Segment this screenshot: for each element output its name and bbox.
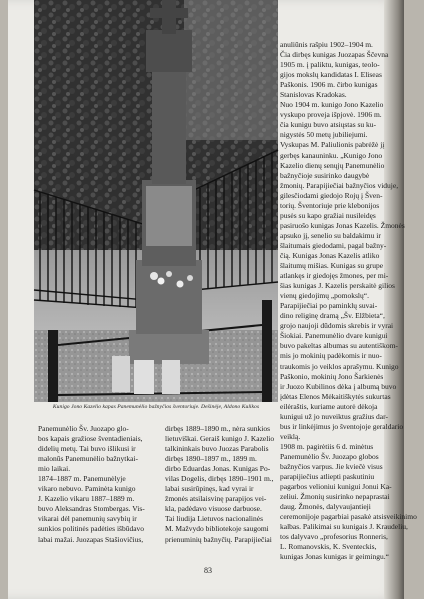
page-number: 83 xyxy=(204,566,212,575)
text-line: bažnyčioje susirinko daugybė xyxy=(280,170,370,180)
text-line: bos kapais gražiose šventadieniais, xyxy=(38,434,143,444)
text-line: 1905 m. į paliktu, kunigas, teolo- xyxy=(280,60,380,70)
text-line: veiklą. xyxy=(280,431,301,441)
text-line: zeliui. Žmonių susirinko nepaprastai xyxy=(280,492,390,502)
text-line: eilėraštis, kuriame autorė dėkoja xyxy=(280,401,378,411)
text-line: čią. Kunigas Jonas Kazelis atliko xyxy=(280,250,380,260)
text-line: didelių metų. Tai buvo išlikusi ir xyxy=(38,444,136,454)
text-line: buvo pakeltas albumas su autentiškom- xyxy=(280,341,398,351)
text-line: ceremonijoje pagarbiai pasakė atsisveikinimo xyxy=(280,512,417,522)
text-line: talkininkais buvo Juozas Parabolis xyxy=(165,444,269,454)
text-line: sunkios politinės padėties išbūdavo xyxy=(38,524,145,534)
text-line: labai mažai. Juozapas Stašiovičius, xyxy=(38,534,144,544)
text-line: lietuviškai. Geraiš kunigo J. Kazelio xyxy=(165,434,275,444)
text-line: buvo Aleksandras Stombergas. Vis- xyxy=(38,504,145,514)
text-line: J. Kazelio vikaru 1887–1889 m. xyxy=(38,494,135,504)
text-line: šlaitumais giedodami, pagal bažny- xyxy=(280,240,387,250)
text-line: Kazelio dienų senųjų Panemunėlio xyxy=(280,160,385,170)
text-line: vyskupo proveja išpjovė. 1906 m. xyxy=(280,110,382,120)
text-line: Stanislovas Kradokas. xyxy=(280,90,347,100)
text-line: malonūs Panemunėlio bažnytkai- xyxy=(38,454,138,464)
text-line: M. Mažvydo bibliotekoje saugomi xyxy=(165,524,269,534)
text-line: Panemunėlio Šv. Juozapo globos xyxy=(280,451,379,461)
photo-caption: Kunigo Jono Kazelio kapas Panemunėlio bažnyčios šventoriuje. Dešinėje, Aldono Kulikos xyxy=(52,404,260,410)
text-line: pusės su kapo gražiai nusileidęs xyxy=(280,210,376,220)
text-line: vienų giedojimų „pomokslų“. xyxy=(280,291,369,301)
text-line: pagarbos velioniui kunigui Jonui Ka- xyxy=(280,482,392,492)
text-line: grojo naujoji dūdomis skrebis ir vyrai xyxy=(280,321,394,331)
text-line: žmonės atsilaisvinę parapijos vei- xyxy=(165,494,267,504)
text-line: mio laikai. xyxy=(38,464,71,474)
text-line: vikarai dėl panemunių savybių ir xyxy=(38,514,137,524)
right-text-column xyxy=(280,40,417,562)
grave-photo xyxy=(34,0,278,402)
text-line: dirbęs 1889–1890 m., nėra sunkios xyxy=(165,424,270,433)
text-line: atlankęs ir giedojęs žmones, per mi- xyxy=(280,271,389,281)
text-line: kunigas Jonas kunigas ir geimingu.“ xyxy=(280,552,389,562)
bottom-middle-text-column xyxy=(165,424,279,545)
text-line: kunigui už jo nuveiktus gražius dar- xyxy=(280,411,388,421)
text-line: ir Juozo Kubilinos dėka į albumą buvo xyxy=(280,381,397,391)
text-line: gijos mokslų kandidatas I. Eliseas xyxy=(280,70,382,80)
text-line: gerbęs kanauninku. „Kunigo Jono xyxy=(280,150,383,160)
text-line: įdėtas Elenos Mėkaitiškytės sukurtas xyxy=(280,391,391,401)
text-line: bažnyčios varpus. Jie kviečė visus xyxy=(280,461,383,471)
text-line: čia kunigu buvo atsiųstas su ku- xyxy=(280,120,377,130)
text-line: torių. Šventoriuje prie klebonijos xyxy=(280,200,380,210)
text-line: kalbas. Palikimai su kunigais J. Kraudeliu, xyxy=(280,522,408,532)
text-line: L. Romanovskis, K. Sventeckis, xyxy=(280,542,377,552)
text-line: Šiokiai. Panemunėlio dvare kunigui xyxy=(280,331,388,341)
text-line: pasiruošo kunigas Jonas Kazelis. Žmonės xyxy=(280,220,405,230)
text-line: Nuo 1904 m. kunigo Jono Kazelio xyxy=(280,100,384,110)
text-line: parapijiečius atliepti paskutiniu xyxy=(280,472,375,482)
text-line: Vyskupas M. Paliulionis pabrėžė jį xyxy=(280,140,385,150)
text-line: vilas Dogelis, dirbęs 1890–1901 m., xyxy=(165,474,274,484)
text-line: gilesčiodami giedojo Rojų į Šven- xyxy=(280,190,383,200)
text-line: Panemunėlio Šv. Juozapo glo- xyxy=(38,424,129,433)
text-line: dino religinę dramą „Šv. Elžbieta“, xyxy=(280,311,385,321)
text-line: 1908 m. pagirėtiis 6 d. minėtus xyxy=(280,441,374,451)
text-line: mis jo mokinių padėkomis ir nuo- xyxy=(280,351,382,361)
text-line: anuliūnis rašpiu 1902–1904 m. xyxy=(280,40,373,49)
bottom-left-text-column xyxy=(38,424,152,545)
text-line: dirbo Eduardas Jonas. Kunigas Po- xyxy=(165,464,271,474)
text-line: prienuminių bažnyčių. Parapijiečiai xyxy=(165,534,272,544)
text-line: Paškonis. 1906 m. čirbo kunigas xyxy=(280,80,378,90)
text-line: Paškonio, mokinių Jono Šarkienės xyxy=(280,371,384,381)
text-line: šlaitumų mišias. Kunigas su grupe xyxy=(280,261,384,271)
text-line: žmonių. Parapijiečiai bažnyčios viduje, xyxy=(280,180,399,190)
text-line: dirbęs 1890–1897 m., 1899 m. xyxy=(165,454,257,464)
text-line: daug. Žmonės, dalyvaujantieji xyxy=(280,502,371,512)
text-line: Tai liudija Lietuvos nacionalinės xyxy=(165,514,263,524)
book-page xyxy=(8,0,417,599)
text-line: kla, padėdavo visuose darbuose. xyxy=(165,504,262,514)
text-line: Čia dirbęs kunigas Juozapas Ščevna xyxy=(280,50,389,60)
text-line: traukomis jo veiklos aprašymu. Kunigo xyxy=(280,361,399,371)
text-line: apsuko jį, senelio su baldakimu ir xyxy=(280,230,381,240)
text-line: Parapijiečiai po paminklų suvai- xyxy=(280,301,378,311)
text-line: tos dalyvavo „profesorius Ronneris, xyxy=(280,532,388,542)
text-line: nigystės 50 metų jubiliejumi. xyxy=(280,130,368,140)
text-line: vikaro nebuvo. Paminėta kunigo xyxy=(38,484,136,494)
text-line: bus ir linkėjimus jo šventojoje geraldario xyxy=(280,421,404,431)
text-line: 1874–1887 m. Panemunėlyje xyxy=(38,474,126,484)
text-line: labai susirūpinęs, kad vyrai ir xyxy=(165,484,254,494)
text-line: šias kunigas J. Kazelis perskaitė gilios xyxy=(280,281,395,291)
